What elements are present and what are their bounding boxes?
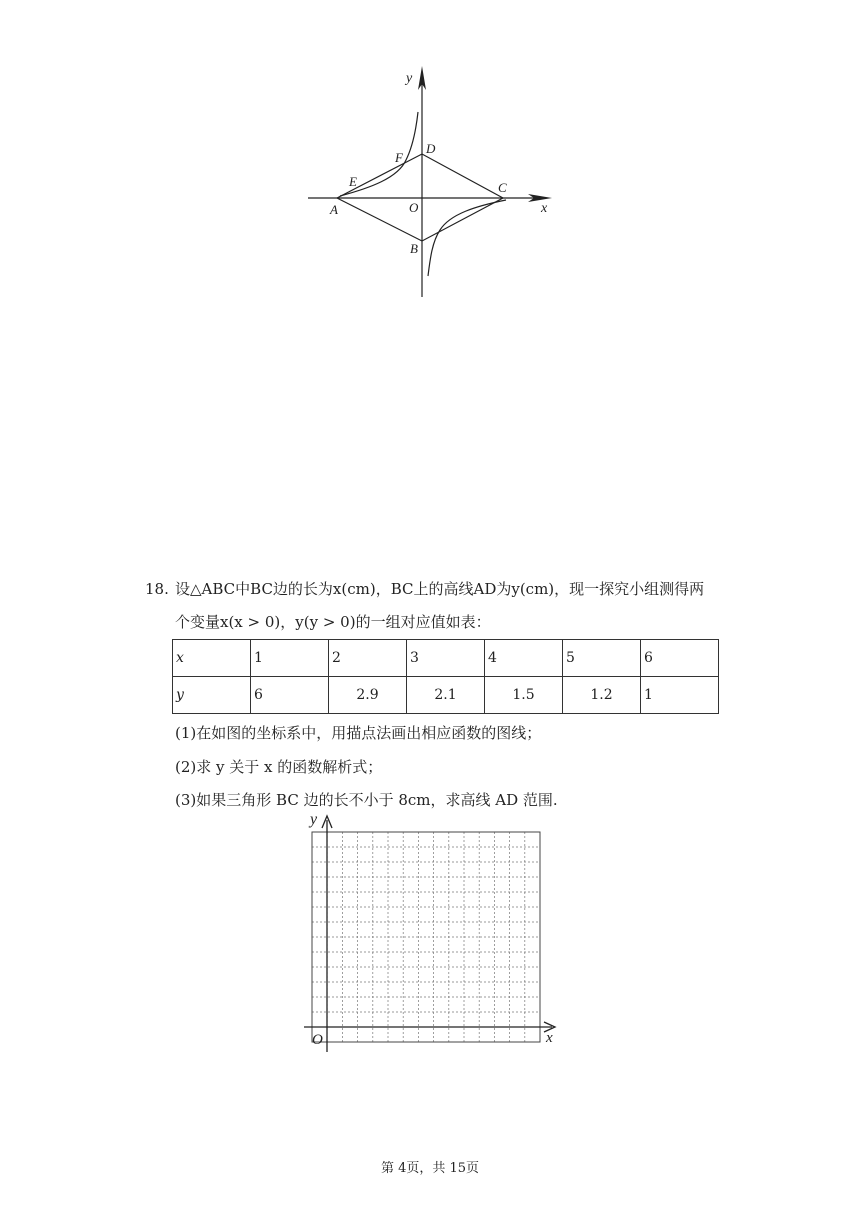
table-cell: 3 <box>407 640 485 677</box>
grid-label-o: O <box>312 1032 323 1048</box>
table-cell: 1.2 <box>563 677 641 714</box>
question-number: 18. <box>145 580 169 598</box>
table-cell: 1 <box>641 677 719 714</box>
table-cell: 4 <box>485 640 563 677</box>
label-d: D <box>426 141 436 156</box>
rhombus-hyperbola-figure <box>300 60 560 305</box>
label-b: B <box>410 241 418 256</box>
table-cell: y <box>173 677 251 714</box>
table-cell: 2 <box>329 640 407 677</box>
table-cell: 2.1 <box>407 677 485 714</box>
label-e: E <box>349 174 357 189</box>
table-cell: 5 <box>563 640 641 677</box>
label-f: F <box>395 150 403 165</box>
sub-question-3: (3)如果三角形 BC 边的长不小于 8cm，求高线 AD 范围. <box>175 791 558 809</box>
table-cell: 2.9 <box>329 677 407 714</box>
table-cell: 6 <box>251 677 329 714</box>
table-cell: 6 <box>641 640 719 677</box>
grid-label-x: x <box>546 1030 553 1046</box>
sub-question-1: (1)在如图的坐标系中，用描点法画出相应函数的图线； <box>175 724 542 742</box>
page-footer: 第 4页，共 15页 <box>380 1161 480 1176</box>
label-x: x <box>541 201 548 216</box>
question-line-1: 设△ABC中BC边的长为x(cm)，BC上的高线AD为y(cm)，现一探究小组测得两 <box>175 580 705 598</box>
table-row-x <box>173 640 719 677</box>
question-line-2: 个变量x(x > 0)，y(y > 0)的一组对应值如表： <box>175 613 491 631</box>
label-y: y <box>406 71 413 86</box>
hyperbola-lower-branch <box>428 200 506 276</box>
table-cell: x <box>173 640 251 677</box>
table-cell: 1.5 <box>485 677 563 714</box>
label-a: A <box>330 202 338 217</box>
table-row-y <box>173 677 719 714</box>
value-table <box>172 639 719 714</box>
label-o: O <box>409 200 419 215</box>
grid-label-y: y <box>310 811 318 828</box>
grid-lines <box>312 832 540 1042</box>
table-cell: 1 <box>251 640 329 677</box>
label-c: C <box>498 180 507 195</box>
sub-question-2: (2)求 y 关于 x 的函数解析式； <box>175 758 383 776</box>
grid-coordinate-figure <box>300 808 565 1053</box>
